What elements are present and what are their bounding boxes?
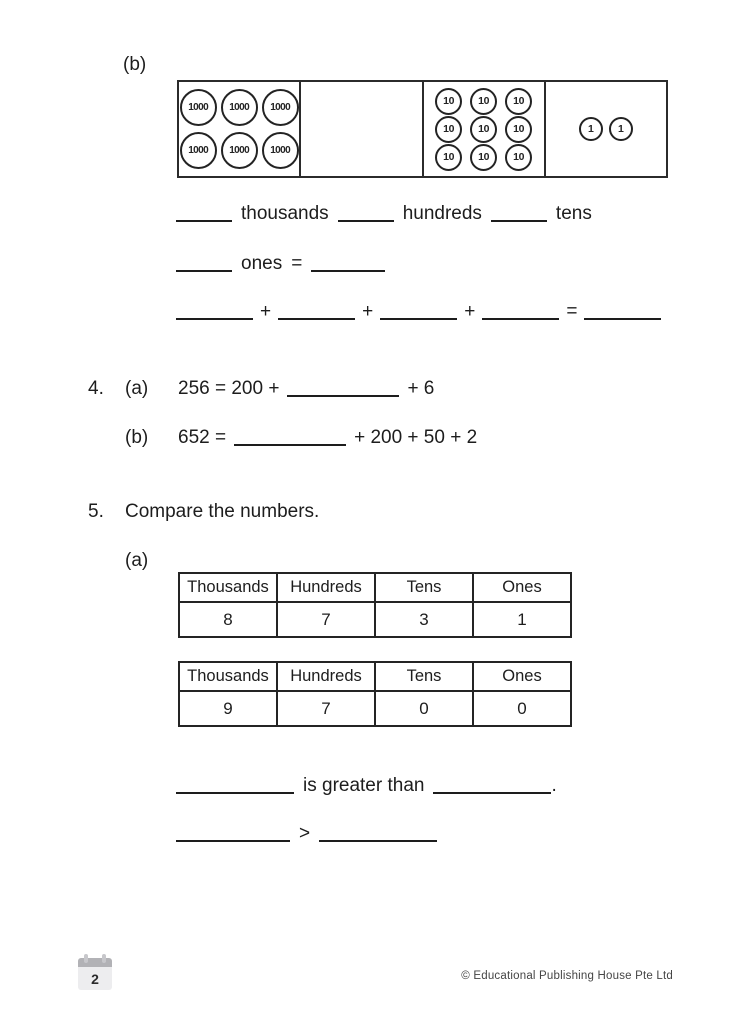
col-header-tens: Tens: [375, 662, 473, 691]
col-header-tens: Tens: [375, 573, 473, 602]
thousands-disc: 1000: [221, 89, 258, 126]
disc-row: [180, 89, 299, 126]
tens-disc: 10: [505, 116, 532, 143]
part-a-label: (a): [125, 550, 149, 571]
sentence-text: is greater than: [303, 775, 425, 796]
thousands-disc-cell: [179, 82, 301, 176]
place-value-table-1: [178, 572, 572, 638]
equation-prefix: 652 =: [178, 427, 227, 448]
ones-disc-cell: [546, 82, 666, 176]
col-header-hundreds: Hundreds: [277, 573, 375, 602]
disc-row: [435, 144, 532, 171]
answer-blank: [176, 840, 290, 842]
page-number-badge: [78, 967, 112, 990]
tens-disc: 10: [435, 88, 462, 115]
calendar-ring-icon: [84, 954, 88, 963]
thousands-disc: 1000: [180, 89, 217, 126]
tens-disc: 10: [435, 144, 462, 171]
digit-hundreds: 7: [277, 602, 375, 637]
disc-row: [579, 117, 633, 141]
col-header-ones: Ones: [473, 662, 571, 691]
thousands-disc: 1000: [262, 132, 299, 169]
question-prompt: Compare the numbers.: [125, 501, 320, 522]
digit-thousands: 9: [179, 691, 277, 726]
answer-blank: [176, 270, 232, 272]
answer-blank: [584, 318, 661, 320]
answer-blank: [338, 220, 394, 222]
equation-prefix: 256 = 200 +: [178, 378, 280, 399]
digit-thousands: 8: [179, 602, 277, 637]
word-ones: ones: [241, 253, 283, 274]
tens-disc: 10: [470, 116, 497, 143]
tens-disc: 10: [470, 88, 497, 115]
tens-disc-cell: [424, 82, 546, 176]
hundreds-disc-cell-empty: [301, 82, 423, 176]
ones-disc: 1: [609, 117, 633, 141]
disc-row: [435, 116, 532, 143]
plus-sign: +: [464, 301, 476, 322]
tens-disc: 10: [470, 144, 497, 171]
number-disc-box: [177, 80, 668, 178]
thousands-disc: 1000: [221, 132, 258, 169]
answer-blank: [491, 220, 547, 222]
word-tens: tens: [555, 203, 592, 224]
answer-blank: [176, 318, 253, 320]
page-number: 2: [91, 970, 99, 987]
question-number: 4.: [88, 378, 104, 399]
equals-sign: =: [566, 301, 578, 322]
answer-blank: [380, 318, 457, 320]
expansion-line: [176, 301, 661, 323]
place-value-table-2: [178, 661, 572, 727]
answer-blank: [176, 220, 232, 222]
equation-suffix: + 6: [407, 378, 435, 399]
col-header-hundreds: Hundreds: [277, 662, 375, 691]
calendar-rings: [78, 954, 112, 958]
greater-than-sign: >: [299, 823, 311, 844]
disc-row: [435, 88, 532, 115]
col-header-ones: Ones: [473, 573, 571, 602]
comparison-symbol-line: [176, 823, 437, 845]
part-b-label: (b): [125, 427, 149, 448]
answer-blank: [319, 840, 437, 842]
digit-tens: 0: [375, 691, 473, 726]
greater-than-sentence: [176, 775, 557, 797]
part-b-label: (b): [123, 54, 147, 75]
question-number: 5.: [88, 501, 104, 522]
word-thousands: thousands: [241, 203, 329, 224]
equals-sign: =: [291, 253, 303, 274]
copyright-notice: © Educational Publishing House Pte Ltd: [461, 970, 673, 982]
equation-suffix: + 200 + 50 + 2: [354, 427, 478, 448]
thousands-disc: 1000: [180, 132, 217, 169]
plus-sign: +: [260, 301, 272, 322]
calendar-ring-icon: [102, 954, 106, 963]
part-a-label: (a): [125, 378, 149, 399]
tens-disc: 10: [505, 88, 532, 115]
tens-disc: 10: [435, 116, 462, 143]
answer-blank: [176, 792, 294, 794]
period: .: [551, 775, 557, 796]
col-header-thousands: Thousands: [179, 573, 277, 602]
tens-disc: 10: [505, 144, 532, 171]
answer-blank: [234, 444, 346, 446]
statement-line-2: [176, 253, 385, 275]
answer-blank: [287, 395, 399, 397]
digit-hundreds: 7: [277, 691, 375, 726]
statement-line-1: [176, 203, 592, 225]
answer-blank: [482, 318, 559, 320]
page-number-calendar-icon: [78, 954, 112, 990]
ones-disc: 1: [579, 117, 603, 141]
digit-ones: 0: [473, 691, 571, 726]
answer-blank: [433, 792, 551, 794]
word-hundreds: hundreds: [402, 203, 482, 224]
answer-blank: [311, 270, 385, 272]
plus-sign: +: [362, 301, 374, 322]
col-header-thousands: Thousands: [179, 662, 277, 691]
digit-tens: 3: [375, 602, 473, 637]
disc-row: [180, 132, 299, 169]
digit-ones: 1: [473, 602, 571, 637]
answer-blank: [278, 318, 355, 320]
thousands-disc: 1000: [262, 89, 299, 126]
